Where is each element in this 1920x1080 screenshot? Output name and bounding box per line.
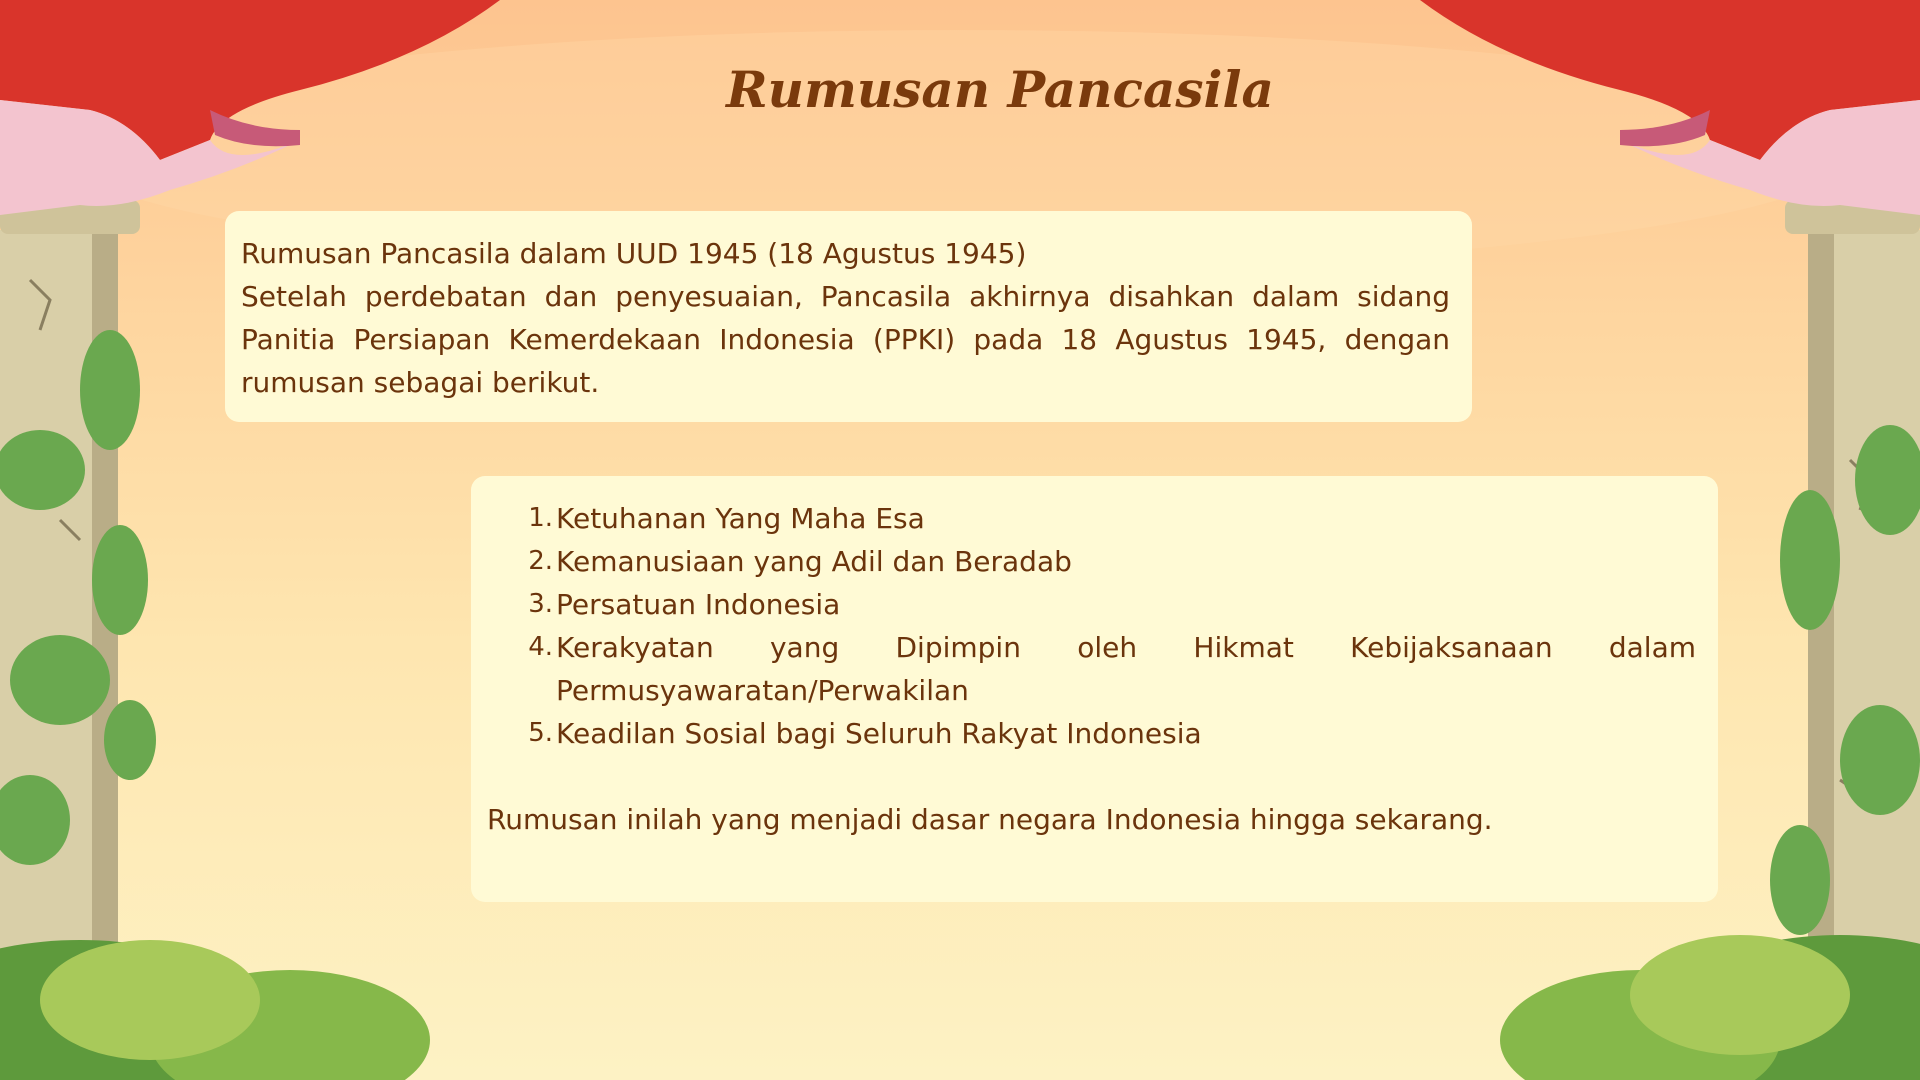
left-bushes [0, 940, 430, 1080]
principle-text: Persatuan Indonesia [556, 588, 841, 621]
principle-number: 1. [528, 503, 553, 533]
slide-title: Rumusan Pancasila [726, 60, 1274, 119]
intro-heading: Rumusan Pancasila dalam UUD 1945 (18 Agustus 1945) [241, 237, 1027, 270]
principle-number: 5. [528, 718, 553, 748]
intro-box [225, 211, 1472, 422]
principle-number: 4. [528, 632, 553, 662]
principle-item [487, 497, 1696, 540]
principle-number: 2. [528, 546, 553, 576]
right-bushes [1500, 935, 1920, 1080]
closing-statement: Rumusan inilah yang menjadi dasar negara Indonesia hingga sekarang. [487, 803, 1493, 836]
principle-item [487, 712, 1696, 755]
intro-body: Setelah perdebatan dan penyesuaian, Pancasila akhirnya disahkan dalam sidang Panitia Persiapan Kemerdekaan Indonesia (PPKI) pada 18 Agustus 1945, dengan rumusan sebagai berikut. [241, 280, 1450, 399]
principles-list [487, 497, 1696, 755]
principle-number: 3. [528, 589, 553, 619]
principle-text: Kerakyatan yang Dipimpin oleh Hikmat Kebijaksanaan dalam Permusyawaratan/Perwakilan [556, 631, 1696, 707]
principle-item [487, 540, 1696, 583]
principles-box [471, 476, 1718, 902]
principle-text: Kemanusiaan yang Adil dan Beradab [556, 545, 1072, 578]
principle-text: Keadilan Sosial bagi Seluruh Rakyat Indonesia [556, 717, 1202, 750]
principle-item [487, 626, 1696, 712]
principle-text: Ketuhanan Yang Maha Esa [556, 502, 925, 535]
principle-item [487, 583, 1696, 626]
